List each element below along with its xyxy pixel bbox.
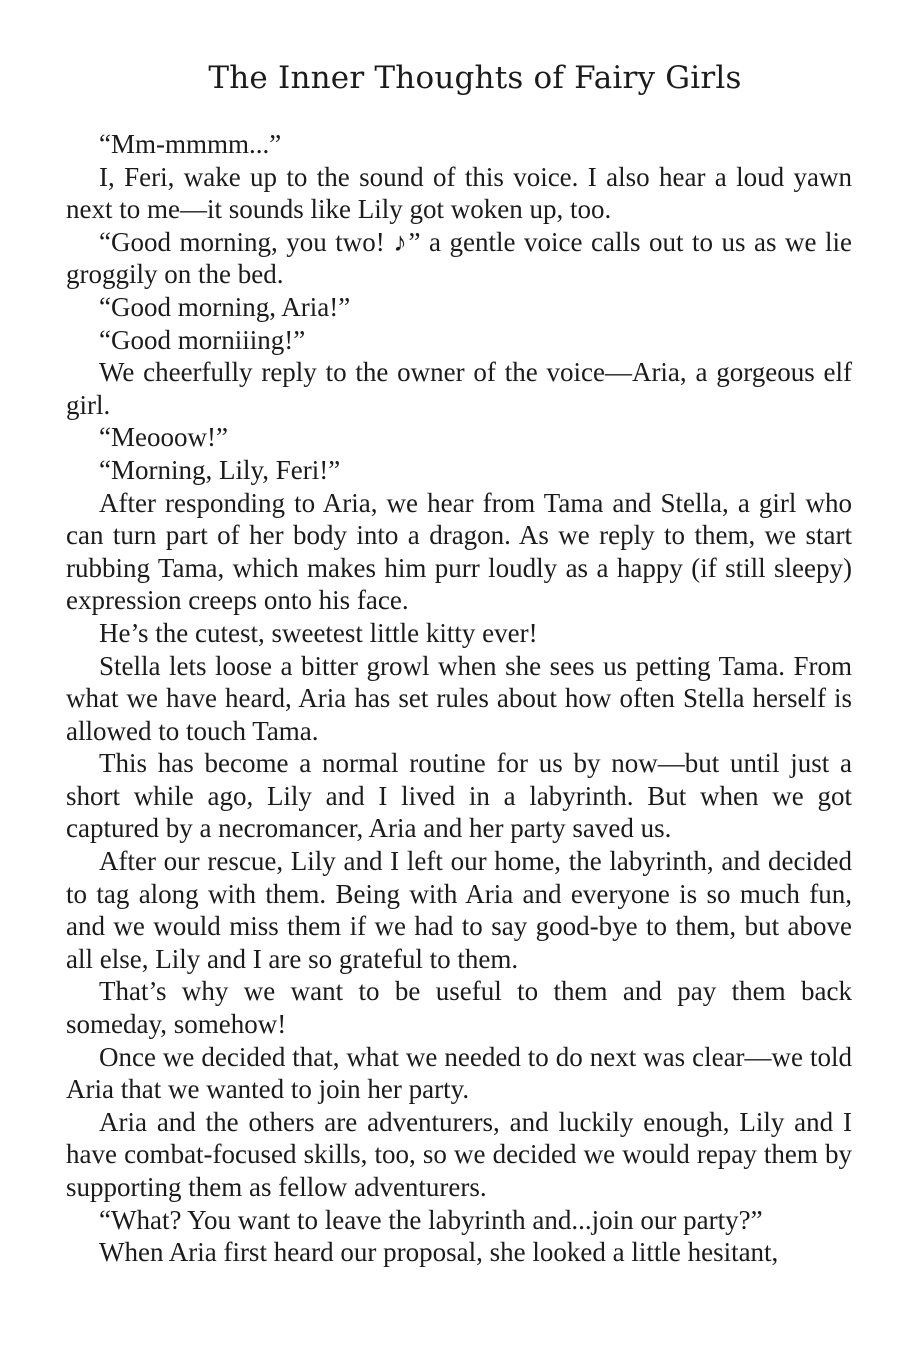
- chapter-title: The Inner Thoughts of Fairy Girls: [208, 60, 742, 96]
- paragraph-3: “Good morning, you two! ♪” a gentle voice calls out to us as we lie groggily on the bed.: [66, 226, 852, 290]
- paragraph-7: “Meooow!”: [99, 422, 228, 453]
- paragraph-13: After our rescue, Lily and I left our home, the labyrinth, and decided to tag along with them. Being with Aria and everyone is so much fun, and we would miss them if we had to say good-bye to them, but above all else, Lily and I are so grateful to them.: [66, 846, 852, 974]
- paragraph-5: “Good morniiing!”: [99, 324, 306, 355]
- paragraph-8: “Morning, Lily, Feri!”: [99, 454, 341, 485]
- paragraph-17: “What? You want to leave the labyrinth and...join our party?”: [99, 1204, 763, 1235]
- paragraph-2: I, Feri, wake up to the sound of this voice. I also hear a loud yawn next to me—it sounds like Lily got woken up, too.: [66, 161, 852, 225]
- paragraph-15: Once we decided that, what we needed to do next was clear—we told Aria that we wanted to join her party.: [66, 1041, 852, 1105]
- paragraph-1: “Mm-mmmm...”: [99, 129, 282, 159]
- paragraph-18: When Aria first heard our proposal, she looked a little hesitant,: [99, 1237, 779, 1268]
- paragraph-6: We cheerfully reply to the owner of the voice—Aria, a gorgeous elf girl.: [66, 357, 852, 420]
- paragraph-11: Stella lets loose a bitter growl when she sees us petting Tama. From what we have heard, Aria has set rules about how often Stella herself is allowed to touch Tama.: [66, 650, 852, 746]
- paragraph-10: He’s the cutest, sweetest little kitty ever!: [99, 617, 538, 648]
- chapter-body: [66, 128, 852, 1269]
- paragraph-16: Aria and the others are adventurers, and luckily enough, Lily and I have combat-focused skills, too, so we decided we would repay them by supporting them as fellow adventurers.: [66, 1106, 852, 1202]
- paragraph-4: “Good morning, Aria!”: [99, 291, 351, 322]
- paragraph-9: After responding to Aria, we hear from Tama and Stella, a girl who can turn part of her body into a dragon. As we reply to them, we start rubbing Tama, which makes him purr loudly as a happy (if still sleepy) expression creeps onto his face.: [66, 487, 852, 616]
- paragraph-12: This has become a normal routine for us by now—but until just a short while ago, Lily and I lived in a labyrinth. But when we got captured by a necromancer, Aria and her party saved us.: [66, 748, 852, 844]
- paragraph-14: That’s why we want to be useful to them and pay them back someday, somehow!: [66, 976, 852, 1040]
